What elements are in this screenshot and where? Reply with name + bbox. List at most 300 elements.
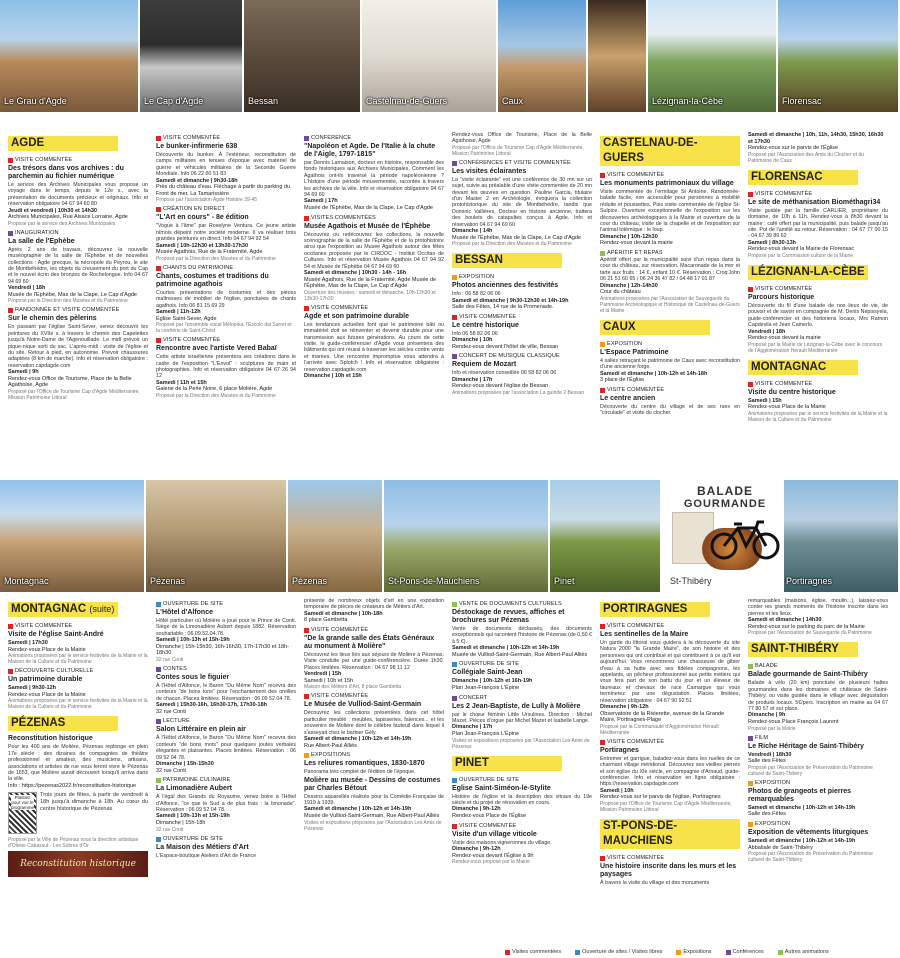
event-description: Panorama très complet de l'édition de l'époque. bbox=[304, 769, 416, 776]
category-label: VISITE COMMENTÉE bbox=[15, 157, 73, 163]
event-title: Le site de méthanisation Biométhagri34 bbox=[748, 198, 881, 206]
event-organizer: Maison des Métiers d'Art, 8 place Gambetta bbox=[304, 684, 402, 691]
town-heading: AGDE bbox=[8, 136, 118, 151]
event-organizer: Ouverture des musées : samedi et dimanche, 10h-12h30 et 13h30-17h30 bbox=[304, 289, 436, 302]
event-organizer: Proposé par la Direction des Musées et du Patrimoine bbox=[156, 255, 276, 262]
event-category bbox=[156, 206, 296, 213]
event-title: Une histoire inscrite dans les murs et les paysages bbox=[600, 863, 737, 879]
event-category bbox=[156, 777, 296, 784]
town-photo bbox=[244, 0, 362, 112]
event-location: Musée de Vulliod-Saint-Germain, Rue Albert-Paul Alliès bbox=[304, 813, 440, 820]
category-marker bbox=[600, 624, 605, 629]
category-marker bbox=[156, 136, 161, 141]
category-marker bbox=[452, 161, 457, 166]
event-category bbox=[748, 191, 888, 198]
event-description: Vente de documents déclassés, des documents exceptionnels qui racontent l'histoire de Pézenas (de 0,50 € à 5 €). bbox=[452, 626, 592, 645]
event-description: Info et réservation conseillée 06 58 82 06 06 bbox=[452, 370, 557, 377]
category-label: VISITES COMMENTÉES bbox=[311, 214, 376, 221]
event-location: Rendez-vous devant l'église de Bessan bbox=[452, 383, 549, 390]
balade-title-line1: BALADE bbox=[697, 484, 753, 498]
event-schedule: Samedi et dimanche | 10h-12h et 14h-19h bbox=[304, 806, 412, 813]
event-schedule: Samedi | 11h et 15h bbox=[156, 379, 207, 386]
event-description: par le chœur féminin Little Ursulines. Direction : Michel Mazet. Pièces d'orgue par Michel Mazet et Isabelle Lange. bbox=[452, 711, 592, 724]
event-description: Visite guidée par la famille CARLIER, propriétaire du domaine, de 10h à 11h. Rendez-vous à 8h30 devant la mairie : café offert par la municipalité, puis balade jusqu'au site. Pot de l'amitié au retour. Réservation : 04 67 77 00 15 - 04 67 39 89 62 bbox=[748, 207, 888, 240]
event-category bbox=[748, 663, 888, 670]
event-location: Musée de l'Éphèbe, Mas de la Clape, Le Cap d'Agde bbox=[304, 205, 433, 212]
event-schedule: Vendredi | 15h bbox=[304, 671, 342, 678]
event-category bbox=[600, 341, 740, 348]
event-title: "L'Art en cours" - 8e édition bbox=[156, 214, 249, 222]
event-organizer: Animations proposées par le service festivités de la Mairie et la Maison de la Culture et du Patrimoine bbox=[8, 698, 148, 711]
photo-caption: Le Grau d'Agde bbox=[4, 96, 67, 106]
event-organizer: Proposé par la Direction des Musées et du Patrimoine bbox=[156, 393, 276, 400]
event-organizer: Proposé par l'association Agde Histoire 39-45 bbox=[156, 197, 258, 204]
event-title: Les reliures romantiques, 1830-1870 bbox=[304, 760, 425, 768]
event-schedule: Samedi et dimanche | 10h, 11h, 14h30, 15h30, 16h30 et 17h30 bbox=[748, 132, 884, 145]
event-category bbox=[748, 780, 888, 787]
event-title: La salle de l'Ephèbe bbox=[8, 237, 75, 245]
event-description: Entremer et garrigue, baladez-vous dans les ruelles de ce charmant village méridional. Découvrez ses vieilles pierres et son église du XIe siècle, en compagnie d'Arnaud, guide-conférencier. Info et réservation en ligne obligatoire : https://reservation.capdagde.com bbox=[600, 755, 740, 788]
legend-marker bbox=[726, 950, 731, 955]
event-organizer: Proposé par l'Office de Tourisme Cap d'Agde Méditerranée, Mission Patrimoine Littoral bbox=[452, 144, 584, 157]
category-label: VISITE COMMENTÉE bbox=[607, 738, 665, 745]
event-description: Rendez-vous Office de Tourisme, Place de la Belle Agathoise, Agde bbox=[452, 132, 592, 145]
event-category bbox=[452, 695, 592, 702]
event-location: Musée de l'Éphèbe, Mas de la Clape, Le Cap d'Agde bbox=[452, 234, 581, 241]
balade-title-line2: GOURMANDE bbox=[683, 498, 767, 510]
event-location: Rendez-vous sur le parking du parc de la Mairie bbox=[748, 623, 865, 630]
event-category bbox=[304, 215, 444, 222]
category-marker bbox=[748, 664, 753, 669]
event-title: Collégiale Saint-Jean bbox=[452, 669, 523, 677]
category-label: VISITE COMMENTÉE bbox=[311, 304, 369, 311]
event-description: Info : 06 58 82 06 06 bbox=[452, 291, 501, 298]
town-photo bbox=[550, 480, 662, 592]
category-label: INAUGURATION bbox=[15, 229, 59, 236]
event-organizer: Proposé par la Commission culture de la Mairie bbox=[748, 253, 854, 259]
event-organizer: Proposé par la Direction des Musées et du Patrimoine bbox=[8, 298, 128, 305]
event-schedule: Samedi et dimanche | 10h-18h bbox=[304, 610, 383, 617]
event-category bbox=[304, 305, 444, 312]
pezenas-festival-text: Trois jours de fêtes, à partir de vendredi à 18h jusqu'à dimanche à 18h. Au cœur du centre historique de Pézenas bbox=[40, 792, 148, 812]
category-marker bbox=[156, 719, 161, 724]
event-location: Plan Jean-François L'Épine bbox=[452, 685, 520, 691]
event-schedule: Samedi et dimanche | 10h30 - 14h - 16h bbox=[304, 270, 407, 277]
category-marker bbox=[156, 207, 161, 212]
event-schedule: Dimanche | 12h-14h30 bbox=[600, 282, 658, 289]
event-title: Les sentinelles de la Maire bbox=[600, 631, 689, 638]
category-label: EXPOSITION bbox=[755, 779, 791, 786]
category-marker bbox=[304, 694, 309, 699]
legend-item bbox=[726, 946, 764, 958]
event-organizer: Animations proposées par le service festivités de la Mairie et la Maison de la Culture et du Patrimoine bbox=[8, 653, 148, 666]
event-description: Visite des maisons vigneronnes du village. bbox=[452, 839, 552, 846]
event-schedule: Dimanche | 10h et 15h bbox=[304, 373, 362, 380]
category-label: FILM bbox=[755, 734, 769, 741]
event-schedule: Samedi et dimanche | 10h-12h et 14h-19h bbox=[748, 838, 856, 844]
event-description: À travers la visite du village et des monuments bbox=[600, 880, 710, 887]
event-title: "De la grande salle des États Généraux au monument à Molière" bbox=[304, 635, 435, 650]
event-schedule: Dimanche | 17h bbox=[452, 724, 493, 731]
category-marker bbox=[600, 173, 605, 178]
legend-item bbox=[676, 946, 711, 958]
event-description: Découvrez les collections présentées dans cet hôtel particulier meublé : meubles, tapisseries, faïences... et les souvenirs de Molière dont le célèbre fauteuil dans lequel il s'asseyait chez le barbier Gély. bbox=[304, 710, 444, 736]
event-schedule: Vendredi | 18h30 bbox=[748, 751, 792, 758]
event-category bbox=[452, 314, 592, 321]
category-label: DÉCOUVERTE CULTURELLE bbox=[15, 668, 94, 675]
event-category bbox=[156, 135, 296, 142]
legend-marker bbox=[676, 950, 681, 955]
program-column bbox=[596, 132, 744, 474]
event-organizer: 32 rue Conti bbox=[156, 657, 184, 663]
legend-label: Autres animations bbox=[784, 949, 829, 955]
town-heading: LÉZIGNAN-LA-CÈBE bbox=[748, 265, 868, 280]
town-heading: SAINT-THIBÉRY bbox=[748, 642, 858, 657]
event-location: 3 place de l'Église bbox=[600, 377, 645, 384]
category-marker bbox=[8, 158, 13, 163]
event-description: Un garde du littoral vous guidera à la découverte du site Natura 2000 "la Grande Maïre", de son histoire et des personnes qui ont contribué et qui contribuent à ce qu'il est aujourd'hui. Vous rencontrerez une chasseuse de gibier d'eau à sa hutte avec ses fidèles compagnons, les appelants, un pêcheur professionnel aux petits métiers qui vous fera part de son battu du jour et un éleveur de taureaux et chevaux de race Camargue qui vous terminerez par une dégustation. Places limitées, réservation obligatoire : 04 67 90 92 51 bbox=[600, 640, 740, 704]
category-marker bbox=[600, 251, 605, 256]
town-photo bbox=[362, 0, 498, 112]
event-description: Pour les 400 ans de Molière, Pézenas replonge en plein 17e siècle : des dizaines de compagnies de théâtre professionnel et amateur, des musiciens, artisans, associations et artistes de rue vous feront vivre le Pézenas de 1653, que Molière aurait découvert lorsqu'il arriva dans la ville. bbox=[8, 744, 148, 783]
bicycle-icon bbox=[710, 518, 780, 562]
town-photo bbox=[384, 480, 550, 592]
event-location: Rue Albert-Paul Alliès bbox=[304, 742, 357, 749]
category-marker bbox=[8, 308, 13, 313]
event-schedule: Dimanche | 10h bbox=[452, 337, 493, 344]
category-marker bbox=[304, 136, 309, 141]
event-schedule: Samedi | 10h-13h et 15h-19h bbox=[156, 813, 230, 820]
category-marker bbox=[600, 388, 605, 393]
legend-label: Conférences bbox=[732, 949, 764, 955]
event-organizer: Proposé par l'Association des Amis du Clocher et du Patrimoine de Caux bbox=[748, 151, 865, 164]
category-label: VENTE DE DOCUMENTS CULTURELS bbox=[459, 601, 562, 607]
town-heading: BESSAN bbox=[452, 253, 562, 268]
event-schedule: Dimanche | 10h-12h et 16h-19h bbox=[452, 678, 533, 685]
balade-caption: St-Thibéry bbox=[670, 576, 712, 586]
event-category bbox=[600, 739, 740, 746]
event-schedule: Samedi | 15h30-16h, 16h30-17h, 17h30-18h bbox=[156, 702, 267, 709]
category-marker bbox=[156, 266, 161, 271]
photo-caption: Lézignan-la-Cèbe bbox=[652, 96, 724, 106]
event-organizer: Proposé par l'ensemble vocal Mélopéia, l'Escolo dai Sarret et la confrérie de Saint-Christ bbox=[156, 322, 292, 335]
category-label: OUVERTURE DE SITE bbox=[459, 776, 520, 783]
event-location: Plan Jean-François L'Épine bbox=[452, 731, 520, 737]
event-description: Les tendances actuelles font que le patrimoine bâti ou immatériel doit se réinventer et devenir durable pour une transmission aux futures générations. Au cours de cette visite, le guide-conférencier d'Agde vous présentera des bâtiments qui ont réussi à traverser les siècles contre vents et marées. Une rencontre impromptue vous attendra à l'arrivée avec Splotch ! Info et réservation obligatoire : reservation.capdagde.com bbox=[304, 321, 444, 373]
event-title: Exposition de vêtements liturgiques bbox=[748, 829, 869, 836]
category-marker bbox=[156, 778, 161, 783]
event-location: Salle des Fêtes bbox=[748, 758, 786, 765]
photo-caption: Bessan bbox=[248, 96, 279, 106]
photo-caption: Castelnau-de-Guers bbox=[366, 96, 448, 106]
event-location: Près du château d'eau. Fléchage à partir du parking du Front de mer, La Tamarissière bbox=[156, 184, 291, 197]
event-title: Déstockage de revues, affiches et brochures sur Pézenas bbox=[452, 609, 565, 624]
event-location: Musée Agathois, Rue de la Fraternité, Agde bbox=[156, 249, 263, 256]
category-label: VISITE COMMENTÉE bbox=[607, 386, 665, 393]
category-label: CONTES bbox=[163, 666, 187, 672]
event-title: Requiem de Mozart bbox=[452, 361, 517, 369]
event-organizer: Animations proposées par l'Association de Sauvegarde du Patrimoine Archéologique et Historique de Castelnau-de-Guers et la Mairie bbox=[600, 295, 740, 314]
event-category bbox=[748, 821, 888, 828]
event-description: En passant par l'église Saint-Sever, venez découvrir les peintures du XVIIe s. à travers le chemin des Capelettes jusqu'à Notre-Dame de l'Agenouillade. Le midi prévoir un pique-nique sorti du sac. L'après-midi : visite de l'église et du site. Retour à pied, en autonomie. Prévoir chaussures adaptées (8 km de marche). Info et réservation obligatoire : reservation.capdagde.com bbox=[8, 324, 148, 369]
event-description: Courtes présentations de costumes et des pièces maîtresses de mobilier de l'église, ponctuées de chants agathois. Info 06 81 15 69 29 bbox=[156, 289, 296, 309]
event-schedule: Dimanche | 9h-12h bbox=[600, 704, 649, 711]
event-category bbox=[156, 718, 296, 725]
event-schedule: Samedi | 17h30 bbox=[8, 640, 48, 646]
event-location: 8 place Gambetta bbox=[304, 617, 348, 624]
event-category bbox=[452, 823, 592, 830]
event-description: Dessins aquarellés réalisés pour la Comédie-Française de 1919 à 1939. bbox=[304, 793, 444, 807]
category-marker bbox=[600, 856, 605, 861]
event-title: Rencontre avec l'artiste Vered Babaï bbox=[156, 345, 277, 353]
category-marker bbox=[452, 824, 457, 829]
category-label: EXPOSITION bbox=[459, 274, 495, 281]
photo-caption: Caux bbox=[502, 96, 524, 106]
legend-label: Expositions bbox=[683, 949, 712, 955]
category-marker bbox=[8, 624, 13, 629]
event-category bbox=[748, 286, 888, 293]
event-title: La Maison des Métiers d'Art bbox=[156, 843, 249, 851]
event-category bbox=[748, 735, 888, 742]
top-photo-strip bbox=[0, 0, 900, 112]
event-category bbox=[304, 135, 444, 142]
event-category bbox=[156, 601, 296, 608]
town-photo bbox=[648, 0, 778, 112]
qr-stamp bbox=[8, 792, 37, 834]
qr-stamp-label: Plastiez pour voir le programme bbox=[11, 795, 35, 811]
category-label: VISITE COMMENTÉE bbox=[459, 822, 517, 829]
event-title: L'Espace Patrimoine bbox=[600, 348, 669, 356]
event-organizer: Animations proposées par l'association La guinde 2 Bessan bbox=[452, 390, 585, 397]
event-location: Église Saint-Sever, Agde bbox=[156, 315, 217, 322]
event-location: Info : https://pezenas2022.fr/reconstitution-historique bbox=[8, 782, 137, 789]
event-location: Rendez-vous devant l'Église à 9h bbox=[452, 852, 534, 859]
category-marker bbox=[452, 275, 457, 280]
event-title: Photos de grangeots et pierres remarquables bbox=[748, 787, 852, 803]
category-label: VISITE COMMENTÉE bbox=[311, 627, 369, 633]
event-category bbox=[304, 752, 444, 759]
event-organizer: Visites et expositions proposées par l'Association Les Amis de Pézenas bbox=[304, 819, 442, 832]
photo-caption: Pézenas bbox=[292, 576, 328, 586]
category-marker bbox=[156, 338, 161, 343]
event-title: Des trésors dans vos archives : du parchemin au fichier numérique bbox=[8, 165, 124, 180]
town-photo bbox=[140, 0, 244, 112]
event-category bbox=[304, 627, 444, 634]
event-title: Photos anciennes des festivités bbox=[452, 282, 559, 290]
category-marker bbox=[748, 822, 753, 827]
reconstitution-banner: Reconstitution historique bbox=[8, 851, 148, 877]
event-schedule: Samedi | 10h-12h30 et 13h30-17h30 bbox=[156, 242, 249, 249]
photo-caption: Pézenas bbox=[150, 576, 186, 586]
category-label: VISITE COMMENTÉE bbox=[755, 190, 813, 197]
category-marker bbox=[304, 216, 309, 221]
event-title: Parcours historique bbox=[748, 294, 815, 301]
event-category bbox=[156, 836, 296, 843]
event-location: Musée Agathois, Rue de la Fraternité, Agde Musée de l'Éphèbe, Mas de la Clape, Le Cap d'Agde bbox=[304, 276, 437, 290]
event-organizer: Visites et expositions proposées par l'Association Les Amis de Pézenas bbox=[452, 737, 590, 750]
program-column bbox=[4, 132, 152, 474]
category-label: VISITE COMMENTÉE bbox=[163, 337, 221, 344]
category-label: CRÉATION EN DIRECT bbox=[163, 206, 225, 213]
bottom-program-columns bbox=[0, 598, 900, 944]
program-column bbox=[300, 132, 448, 474]
category-label: VISITE COMMENTÉE bbox=[755, 286, 813, 292]
event-location: Archives Municipales, Rue Alsace Lorraine, Agde bbox=[8, 214, 128, 221]
event-organizer: Animations proposées par le service festivités de la Mairie et la Maison de la Culture et du Patrimoine bbox=[748, 411, 888, 423]
category-label: OUVERTURE DE SITE bbox=[459, 661, 520, 668]
category-marker bbox=[748, 736, 753, 741]
event-category bbox=[8, 230, 148, 237]
program-column bbox=[448, 598, 596, 944]
event-title: Musée Agathois et Musée de l'Éphèbe bbox=[304, 222, 431, 230]
event-description: Découverte du bunker. À l'extérieur, reconstitution de camps militaires en tenues d'époque avec matériel de guerre et véhicules militaires de la Seconde Guerre Mondiale. Info 06 22 60 51 83 bbox=[156, 152, 296, 178]
photo-caption: Portiragnes bbox=[786, 576, 833, 586]
legend-marker bbox=[575, 950, 580, 955]
event-category bbox=[452, 160, 592, 167]
category-marker bbox=[452, 778, 457, 783]
event-title: Le bunker-infirmerie 638 bbox=[156, 143, 238, 150]
category-marker bbox=[156, 602, 161, 607]
photo-caption: Florensac bbox=[782, 96, 822, 106]
event-location: Dimanche | 15h-15h30, 16h-16h30, 17h-17h30 et 18h-18h30 bbox=[156, 643, 289, 657]
event-description: Histoire de l'église et la description des vitraux du 19e siècle et du projet de rénovation en cours. bbox=[452, 793, 592, 806]
event-schedule: Vendredi | 18h bbox=[8, 285, 46, 292]
category-marker bbox=[304, 628, 309, 633]
category-marker bbox=[304, 753, 309, 758]
event-description: "Vogue à l'âme" par Roselyne Ventura. Ce jeune artiste nîmois dépeint notre société moderne. Il va réaliser trois grandes peintures en direct. Info 04 67 94 92 54 bbox=[156, 223, 296, 243]
event-category bbox=[452, 777, 592, 784]
category-label: VISITE COMMENTÉE bbox=[311, 693, 369, 700]
balade-gourmande-poster bbox=[666, 480, 784, 592]
event-category bbox=[8, 307, 148, 314]
event-category bbox=[156, 265, 296, 272]
town-heading: MONTAGNAC (suite) bbox=[8, 602, 118, 617]
category-marker bbox=[748, 192, 753, 197]
event-location: Dimanche | 15h-18h bbox=[156, 820, 206, 827]
event-title: Molière au musée - Dessins de costumes par Charles Bétout bbox=[304, 776, 441, 792]
event-description: Découvrez ou redécouvrez les collections, la nouvelle scénographie de la salle de l'Éphèbe et de la protohistoire ainsi que l'exposition au Musée Agathois autour des fêtes occitanes proposée par le CIRDOC - Institut Occitan de Cultures. Info et réservation Musée Agathois 04 67 94 92 54 et Musée de l'Éphèbe 04 67 94 69 60 bbox=[304, 231, 444, 270]
event-organizer: Rendez-vous proposé par la Mairie bbox=[452, 859, 530, 866]
town-heading: ST-PONS-DE-MAUCHIENS bbox=[600, 819, 740, 849]
event-organizer: Proposé par l'Office de Tourisme Cap d'Agde Méditerranée, Mission Patrimoine Littoral bbox=[8, 389, 140, 402]
event-description: À l'égal des Grands du Royaume, venez boire à l'Hôtel d'Alfonce, "ce que le Sud a de plus frais : la limonade". Réservation : 06 09 52 04 78. bbox=[156, 794, 296, 814]
event-schedule: Samedi | 9h bbox=[8, 369, 39, 376]
event-description: remarquables (maisons, église, moulin...), laissez-vous conter les grands moments de l'histoire inscrite dans les pierres et les lieux. bbox=[748, 598, 888, 617]
category-label: VISITE COMMENTÉE bbox=[15, 623, 73, 629]
event-category bbox=[8, 668, 148, 675]
event-description: À l'Hôtel d'Alfonce, le Baron "Du Même Nom" recevra des conteurs "de bons tons" pour l'enchantement des oreilles de chacun. Places limitées. Réservation : 06 09 52 04 78. bbox=[156, 683, 296, 702]
photo-caption: Le Cap d'Agde bbox=[144, 96, 204, 106]
event-title: Le Musée de Vulliod-Saint-Germain bbox=[304, 701, 422, 709]
category-marker bbox=[304, 306, 309, 311]
category-label: VISITE COMMENTÉE bbox=[163, 135, 221, 141]
category-label: VISITE COMMENTÉE bbox=[459, 313, 517, 320]
event-location: Rendez-vous devant la mairie bbox=[748, 335, 821, 342]
program-column bbox=[152, 598, 300, 944]
event-description: Le service des Archives Municipales vous propose un voyage dans le temps, depuis le 12e s., avec la présentation de documents précieux et originaux. Info et réservation obligatoire 04 67 94 60 80 bbox=[8, 182, 148, 208]
category-label: RANDONNÉE ET VISITE COMMENTÉE bbox=[15, 307, 120, 314]
event-schedule: Samedi et dimanche | 14h30 bbox=[748, 617, 822, 624]
event-description: Apéritif offert par la municipalité suivi d'un repas dans la cour du château, sur réservation. Macaronade de la mer et tarte aux fruits : 14 €, enfant 10 €. Réservation : Croq'John 06 21 51 60 65 / 06 24 36 47 82 / 04 48 17 01 87 bbox=[600, 257, 740, 283]
town-heading: CAUX bbox=[600, 320, 710, 335]
event-category bbox=[156, 666, 296, 673]
event-location: Rendez-vous Place de l'Église bbox=[452, 813, 527, 819]
event-location: Rendez-vous devant la Mairie de Florensac bbox=[748, 246, 855, 253]
town-suffix: (suite) bbox=[89, 604, 115, 614]
event-category bbox=[304, 693, 444, 700]
event-category bbox=[600, 172, 740, 179]
event-location: Rendez-vous Office de Tourisme, Place de la Belle Agathoise, Agde bbox=[8, 375, 132, 389]
town-heading: PINET bbox=[452, 756, 562, 771]
event-description: La "visite éclairante" est une conférence de 30 mn sur un sujet, suivie au préalable d'une visite commentée de 20 mn devant les œuvres en question. Pauline Garcia, titulaire d'un Master 2 en Archéologie, évoquera la collection protohistorique du site de Montbéhédre, tandis que Dominic Vallières, Docteur en histoire ancienne, traitera des boulets de catapultes conçus à Agde. Info et réservation 04 67 94 69 60 bbox=[452, 176, 592, 228]
category-label: EXPOSITION bbox=[755, 821, 791, 827]
town-heading: PÉZENAS bbox=[8, 716, 118, 731]
event-title: Le Riche Héritage de Saint-Thibéry bbox=[748, 742, 864, 750]
event-organizer: Proposé par l'Association de Sauvegarde du Patrimoine bbox=[748, 630, 872, 637]
event-schedule: Dimanche | 14h bbox=[452, 228, 493, 235]
town-photo bbox=[0, 480, 146, 592]
town-photo bbox=[288, 480, 384, 592]
legend bbox=[0, 946, 900, 958]
event-organizer: 32 rue Conti bbox=[156, 826, 184, 833]
event-schedule: Samedi et dimanche | 9h30-18h bbox=[156, 177, 238, 184]
event-title: Visite du centre historique bbox=[748, 388, 836, 396]
category-label: OUVERTURE DE SITE bbox=[163, 601, 224, 607]
event-title: Les 2 Jean-Baptiste, de Lully à Molière bbox=[452, 702, 581, 710]
event-category bbox=[452, 353, 592, 360]
event-schedule: Samedi | 8h30-13h bbox=[748, 239, 797, 246]
event-title: L'Hôtel d'Alfonce bbox=[156, 609, 213, 616]
event-schedule: Samedi et dimanche | 10h-12h et 14h-19h bbox=[748, 804, 856, 811]
event-title: "Napoléon et Agde. De l'Italie à la chute de l'Aigle, 1797-1815" bbox=[304, 143, 436, 158]
photo-caption: St-Pons-de-Mauchiens bbox=[388, 576, 480, 586]
category-label: VISITE COMMENTÉE bbox=[607, 623, 665, 629]
event-description: Hôtel particulier où Molière a joué pour le Prince de Conti. Siège de la Limonadière Aubert depuis 1882. Réservation souhaitable : 06.09.52.04.78. bbox=[156, 618, 296, 637]
event-title: Portiragnes bbox=[600, 746, 639, 754]
photo-caption: Montagnac bbox=[4, 576, 49, 586]
category-label: CONCERT bbox=[459, 694, 488, 701]
program-column bbox=[4, 598, 152, 944]
legend-item bbox=[778, 946, 829, 958]
category-label: VISITE COMMENTÉE bbox=[755, 380, 813, 387]
category-marker bbox=[748, 287, 753, 292]
town-heading: FLORENSAC bbox=[748, 170, 858, 185]
event-schedule: Dimanche | 9h-12h bbox=[452, 806, 501, 813]
event-schedule: Samedi | 9h30-12h bbox=[8, 685, 57, 692]
event-schedule: Dimanche | 17h bbox=[452, 376, 493, 383]
category-label: CONFÉRENCE bbox=[311, 135, 352, 141]
category-marker bbox=[452, 354, 457, 359]
event-title: Les monuments patrimoniaux du village bbox=[600, 180, 734, 187]
event-category bbox=[452, 601, 592, 608]
category-marker bbox=[452, 602, 457, 607]
event-organizer: Proposé par la Mairie de Lézignan-la-Cèbe avec le concours de l'Agglomération Hérault Méditerranée bbox=[748, 341, 883, 354]
event-title: Les visites éclairantes bbox=[452, 167, 527, 175]
event-category bbox=[8, 623, 148, 630]
event-location: Rendez-vous Place de la Mairie bbox=[748, 404, 826, 411]
event-schedule: Samedi | 17h bbox=[304, 198, 338, 205]
town-photo bbox=[146, 480, 288, 592]
town-photo bbox=[778, 0, 900, 112]
event-location: Salle des Fêtes, 14 rue de la Promenade. bbox=[452, 304, 554, 311]
program-column bbox=[300, 598, 448, 944]
event-title: Le centre historique bbox=[452, 321, 519, 329]
pezenas-festival-box bbox=[8, 792, 148, 834]
event-category bbox=[156, 337, 296, 344]
event-location: 32 rue Conti bbox=[156, 767, 186, 774]
event-category bbox=[600, 623, 740, 630]
event-title: Sur le chemin des pèlerins bbox=[8, 315, 97, 323]
